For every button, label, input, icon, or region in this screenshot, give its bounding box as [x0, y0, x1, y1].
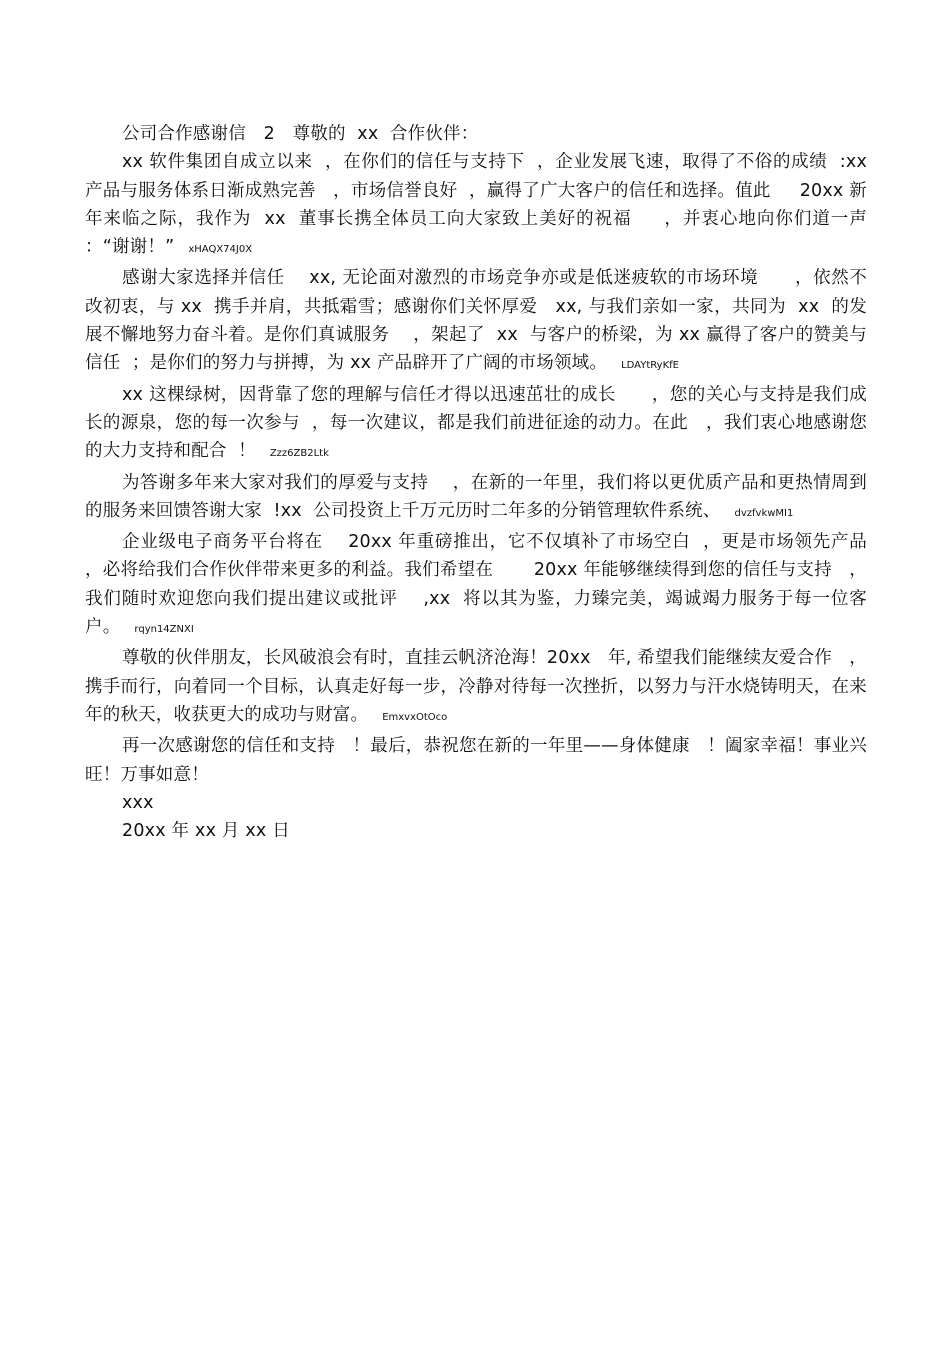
paragraph-code: Zzz6ZB2Ltk	[269, 448, 329, 460]
paragraph-3	[85, 381, 867, 469]
paragraph-text: 企业级电子商务平台将在 20xx 年重磅推出，它不仅填补了市场空白 ，更是市场领先产品 ，必将给我们合作伙伴带来更多的利益。我们希望在 20xx 年能够继续得到您的信任与支持 ，我们随时欢迎您向我们提出建议或批评 ,xx 将以其为鉴，力臻完美，竭诚竭力服务于每一位客户。	[85, 532, 879, 638]
paragraph-text: xx 这棵绿树，因背靠了您的理解与信任才得以迅速茁壮的成长 ，您的关心与支持是我们成长的源泉，您的每一次参与 ，每一次建议，都是我们前进征途的动力。在此 ，我们衷心地感谢您的大力支持和配合 ！	[85, 384, 867, 462]
paragraph-text: 尊敬的伙伴朋友，长风破浪会有时，直挂云帆济沧海！20xx 年, 希望我们能继续友爱合作 ，携手而行，向着同一个目标，认真走好每一步，冷静对待每一次挫折，以努力与汗水烧铸明天，在来年的秋天，收获更大的成功与财富。	[85, 648, 867, 725]
paragraph-code: xHAQX74J0X	[188, 244, 253, 256]
paragraph-code: LDAYtRyKfE	[621, 360, 679, 372]
paragraph-code: rqyn14ZNXI	[134, 624, 194, 636]
paragraph-7	[85, 732, 867, 789]
signature: xxx	[122, 792, 154, 813]
paragraph-text: 再一次感谢您的信任和支持 ！最后，恭祝您在新的一年里——身体健康 ！阖家幸福！事业兴旺！万事如意！	[85, 736, 867, 785]
paragraph-code: dvzfvkwMI1	[734, 507, 794, 519]
letter-title-line: 公司合作感谢信 2 尊敬的 xx 合作伙伴：	[122, 124, 479, 144]
paragraph-5	[85, 528, 879, 644]
paragraph-text: xx 软件集团自成立以来 ，在你们的信任与支持下 ，企业发展飞速，取得了不俗的成绩 :xx 产品与服务体系日渐成熟完善 ，市场信誉良好 ，赢得了广大客户的信任和选择。值此 20xx 新年来临之际，我作为 xx 董事长携全体员工向大家致上美好的祝福 ，并衷心地向你们道一声 ：“谢谢！”	[85, 152, 879, 258]
letter-date: 20xx 年 xx 月 xx 日	[122, 821, 290, 842]
paragraph-4	[85, 469, 867, 529]
paragraph-text: 为答谢多年来大家对我们的厚爱与支持 ，在新的一年里，我们将以更优质产品和更热情周到的服务来回馈答谢大家 !xx 公司投资上千万元历时二年多的分销管理软件系统、	[85, 472, 867, 521]
paragraph-text: 感谢大家选择并信任 xx, 无论面对激烈的市场竞争亦或是低迷疲软的市场环境 ，依然不改初衷，与 xx 携手并肩，共抵霜雪；感谢你们关怀厚爱 xx, 与我们亲如一家，共同为 xx 的发展不懈地努力奋斗着。是你们真诚服务 ，架起了 xx 与客户的桥梁，为 xx 赢得了客户的赞美与信任 ；是你们的努力与拼搏，为 xx 产品辟开了广阔的市场领域。	[85, 268, 867, 374]
paragraph-1	[85, 148, 879, 264]
paragraph-code: EmxvxOtOco	[382, 711, 448, 723]
paragraph-2	[85, 264, 867, 380]
letter-body	[85, 120, 879, 845]
paragraph-6	[85, 644, 867, 732]
